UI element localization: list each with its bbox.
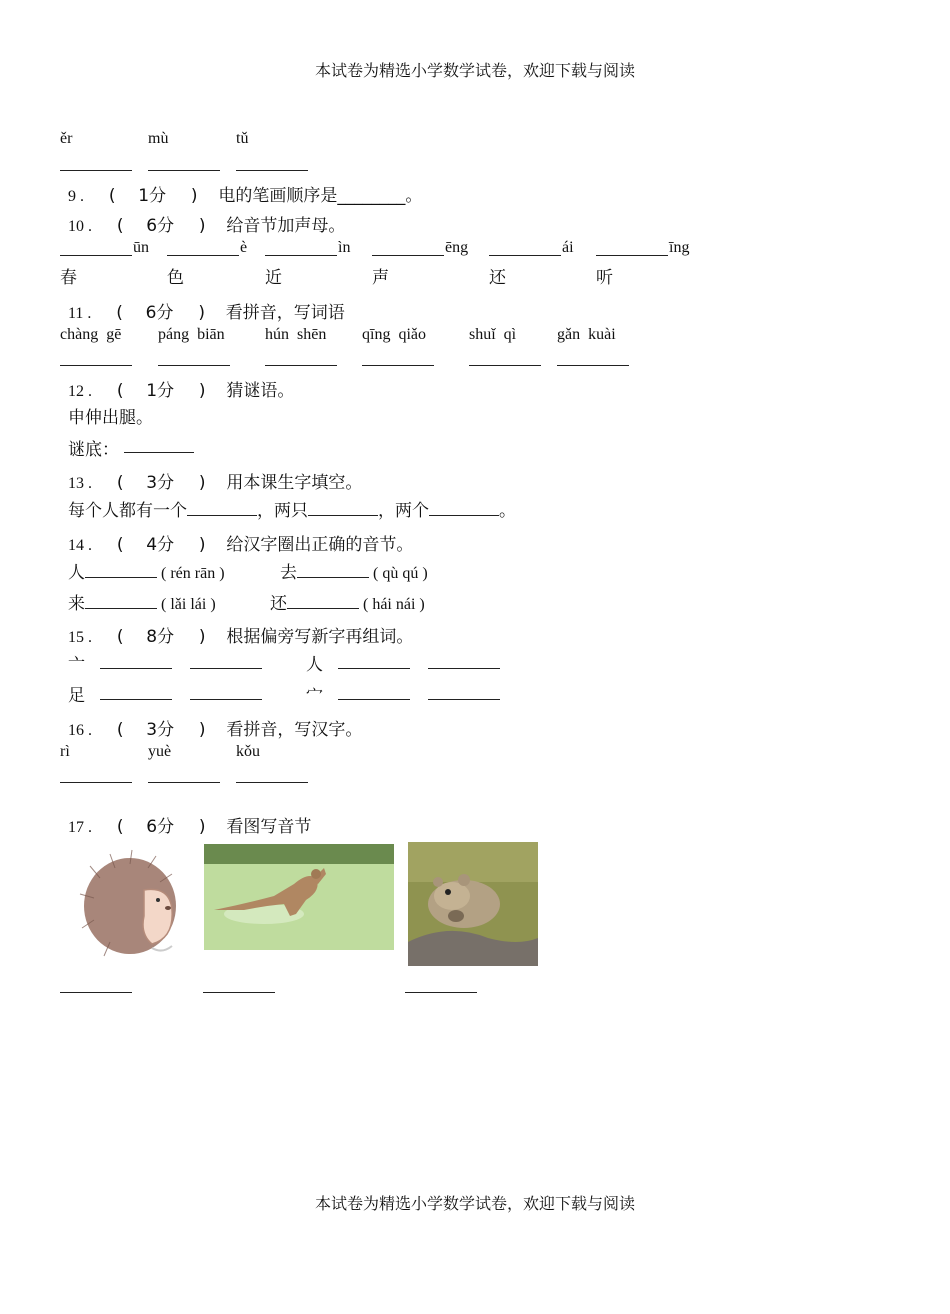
question-text: 给汉字圈出正确的音节。	[226, 535, 414, 555]
hanzi: 来	[68, 594, 85, 614]
syllable: gǎn	[557, 326, 581, 343]
q16-pinyin-3: kǒu	[236, 743, 260, 760]
pinyin-options[interactable]: ( hái nái )	[363, 596, 425, 613]
paren-open: (	[116, 303, 123, 323]
q10-char-6: 听	[596, 268, 613, 288]
q8-blank-3[interactable]	[236, 170, 308, 171]
q10-final-3: ìn	[338, 239, 351, 256]
q8-pinyin-2: mù	[148, 130, 169, 147]
paren-open: (	[116, 381, 124, 401]
q11-word-6	[557, 326, 616, 344]
question-text: 看图写音节	[226, 817, 312, 837]
paren-close: )	[198, 216, 206, 236]
q10-final-5: ái	[562, 239, 574, 256]
hedgehog-image	[60, 838, 196, 966]
q16-pinyin-2: yuè	[148, 743, 172, 760]
q12-answer-blank[interactable]	[124, 452, 194, 453]
paren-open: (	[108, 186, 116, 206]
q14-item-1	[68, 558, 225, 583]
squirrel-icon	[408, 842, 538, 966]
syllable: qiǎo	[398, 326, 426, 343]
q14-blank[interactable]	[297, 576, 369, 578]
q15-radical-2: 人	[306, 655, 323, 675]
q11-blank-3[interactable]	[265, 365, 337, 366]
question-number: 16 .	[68, 722, 92, 739]
question-12	[68, 376, 294, 401]
syllable: qīng	[362, 326, 391, 343]
q14-blank[interactable]	[287, 607, 359, 609]
paren-close: )	[198, 303, 205, 323]
q14-blank[interactable]	[85, 576, 157, 578]
q8-pinyin-3: tǔ	[236, 130, 249, 147]
q10-blank-3[interactable]	[265, 255, 337, 256]
hedgehog-icon	[60, 838, 196, 966]
sentence-part: 每个人都有一个	[68, 501, 187, 521]
question-text: 看拼音，写词语	[225, 303, 345, 323]
question-number: 10 .	[68, 218, 92, 235]
q15-blank-6[interactable]	[190, 699, 262, 700]
q15-radical-4: 宀	[306, 686, 323, 706]
q10-final-4: ēng	[445, 239, 469, 256]
paren-close: )	[198, 817, 206, 837]
q15-blank-8[interactable]	[428, 699, 500, 700]
pinyin-options[interactable]: ( qù qú )	[373, 565, 428, 582]
question-text: 电的笔画顺序是________。	[218, 186, 423, 206]
q15-blank-2[interactable]	[190, 668, 262, 669]
score: 1分	[146, 381, 175, 401]
q12-answer-label: 谜底：	[68, 440, 119, 460]
q10-char-2: 色	[167, 268, 184, 288]
syllable: páng	[158, 326, 190, 343]
pinyin-options[interactable]: ( rén rān )	[161, 565, 225, 582]
q10-char-4: 声	[372, 268, 389, 288]
paren-open: (	[116, 627, 124, 647]
q16-blank-3[interactable]	[236, 782, 308, 783]
q15-blank-5[interactable]	[100, 699, 172, 700]
paren-close: )	[198, 535, 206, 555]
paren-open: (	[116, 720, 124, 740]
squirrel-image	[408, 842, 538, 966]
score: 3分	[146, 473, 175, 493]
score: 6分	[146, 817, 175, 837]
question-number: 17 .	[68, 819, 92, 836]
question-13	[68, 468, 362, 493]
syllable: qì	[503, 326, 517, 343]
hanzi: 人	[68, 563, 85, 583]
q13-blank-3[interactable]	[429, 514, 499, 516]
question-9	[68, 181, 422, 206]
q13-sentence	[68, 496, 516, 521]
q14-item-2	[280, 558, 428, 583]
q17-blank-3[interactable]	[405, 992, 477, 993]
q11-blank-1[interactable]	[60, 365, 132, 366]
syllable: kuài	[588, 326, 616, 343]
q11-blank-6[interactable]	[557, 365, 629, 366]
question-text: 给音节加声母。	[226, 216, 346, 236]
question-14	[68, 530, 413, 555]
q17-blank-2[interactable]	[203, 992, 275, 993]
q15-blank-1[interactable]	[100, 668, 172, 669]
question-number: 13 .	[68, 475, 92, 492]
q17-blank-1[interactable]	[60, 992, 132, 993]
q10-char-3: 近	[265, 268, 282, 288]
paren-close: )	[190, 186, 198, 206]
kangaroo-image	[204, 844, 394, 950]
score: 8分	[146, 627, 175, 647]
paren-close: )	[198, 627, 206, 647]
question-text: 根据偏旁写新字再组词。	[226, 627, 414, 647]
q10-blank-6[interactable]	[596, 255, 668, 256]
q11-word-2	[158, 326, 225, 344]
q11-blank-2[interactable]	[158, 365, 230, 366]
q11-blank-4[interactable]	[362, 365, 434, 366]
hanzi: 去	[280, 563, 297, 583]
syllable: chàng	[60, 326, 99, 343]
question-17	[68, 812, 311, 837]
question-number: 12 .	[68, 383, 92, 400]
q15-blank-7[interactable]	[338, 699, 410, 700]
q11-word-4	[362, 326, 426, 344]
q11-word-3	[265, 326, 326, 344]
score: 4分	[146, 535, 175, 555]
q10-char-5: 还	[489, 268, 506, 288]
q13-blank-2[interactable]	[308, 514, 378, 516]
q10-blank-2[interactable]	[167, 255, 239, 256]
question-text: 用本课生字填空。	[226, 473, 363, 493]
question-10	[68, 211, 345, 236]
question-text: 猜谜语。	[226, 381, 295, 401]
page-header: 本试卷为精选小学数学试卷，欢迎下载与阅读	[314, 61, 635, 80]
q11-blank-5[interactable]	[469, 365, 541, 366]
paren-close: )	[198, 381, 206, 401]
q14-blank[interactable]	[85, 607, 157, 609]
paren-open: (	[116, 473, 124, 493]
q10-blank-5[interactable]	[489, 255, 561, 256]
q10-final-6: īng	[669, 239, 690, 256]
q15-blank-3[interactable]	[338, 668, 410, 669]
kangaroo-icon	[204, 844, 394, 950]
q10-final-2: è	[240, 239, 248, 256]
q10-char-1: 春	[60, 268, 77, 288]
sentence-part: ，两个	[378, 501, 429, 521]
question-number: 9 .	[68, 188, 84, 205]
q15-radical-3: 足	[68, 686, 85, 706]
q16-blank-1[interactable]	[60, 782, 132, 783]
q8-blank-1[interactable]	[60, 170, 132, 171]
paren-open: (	[116, 817, 124, 837]
q8-pinyin-1: ěr	[60, 130, 73, 147]
sentence-part: 。	[499, 501, 516, 521]
question-number: 11 .	[68, 305, 92, 322]
question-16	[68, 715, 362, 740]
syllable: shuǐ	[469, 326, 496, 343]
syllable: shēn	[297, 326, 327, 343]
q16-blank-2[interactable]	[148, 782, 220, 783]
q14-item-4	[270, 589, 425, 614]
q14-item-3	[68, 589, 216, 614]
syllable: gē	[106, 326, 122, 343]
paren-close: )	[198, 473, 206, 493]
page-footer: 本试卷为精选小学数学试卷，欢迎下载与阅读	[314, 1194, 635, 1213]
q10-blank-4[interactable]	[372, 255, 444, 256]
pinyin-options[interactable]: ( lǎi lái )	[161, 596, 216, 613]
paren-open: (	[116, 535, 124, 555]
score: 1分	[138, 186, 167, 206]
sentence-part: ，两只	[257, 501, 308, 521]
question-11	[68, 298, 345, 323]
score: 6分	[146, 216, 175, 236]
paren-close: )	[198, 720, 206, 740]
syllable: biān	[197, 326, 225, 343]
q8-blank-2[interactable]	[148, 170, 220, 171]
syllable: hún	[265, 326, 289, 343]
q10-blank-1[interactable]	[60, 255, 132, 256]
q15-blank-4[interactable]	[428, 668, 500, 669]
paren-open: (	[116, 216, 124, 236]
question-text: 看拼音，写汉字。	[226, 720, 363, 740]
q12-riddle: 申伸出腿。	[68, 408, 153, 428]
q10-final-1: ūn	[133, 239, 149, 256]
q15-radical-1: 亠	[68, 655, 85, 675]
question-number: 14 .	[68, 537, 92, 554]
q13-blank-1[interactable]	[187, 514, 257, 516]
score: 3分	[146, 720, 175, 740]
q11-word-1	[60, 326, 121, 344]
question-number: 15 .	[68, 629, 92, 646]
hanzi: 还	[270, 594, 287, 614]
score: 6分	[145, 303, 174, 323]
question-15	[68, 622, 413, 647]
q11-word-5	[469, 326, 516, 344]
q16-pinyin-1: rì	[60, 743, 70, 760]
